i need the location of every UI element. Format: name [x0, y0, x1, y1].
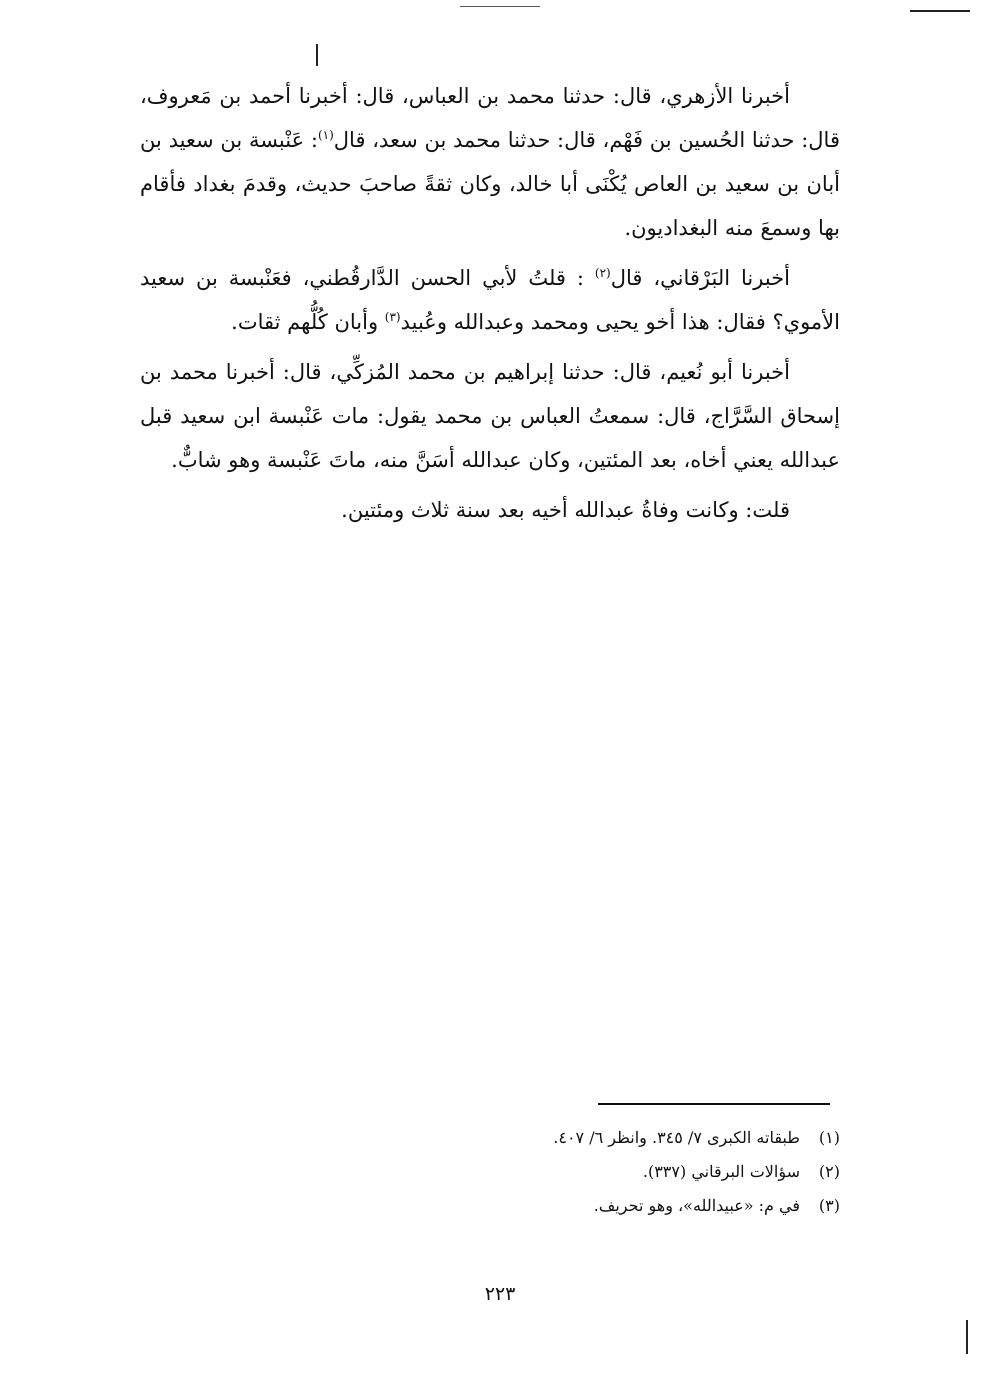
paragraph-text: أخبرنا البَرْقاني، قال — [610, 266, 790, 290]
footnote-separator — [598, 1103, 830, 1105]
paragraph — [140, 74, 840, 250]
footnotes — [400, 1121, 840, 1223]
footnote-number: (١) — [818, 1128, 840, 1147]
page-number: ٢٢٣ — [484, 1283, 516, 1305]
footnote-text: طبقاته الكبرى ٧/ ٣٤٥. وانظر ٦/ ٤٠٧. — [553, 1128, 800, 1147]
scan-mark — [966, 1320, 968, 1354]
footnote-text: سؤالات البرقاني (٣٣٧). — [642, 1162, 800, 1181]
paragraph — [140, 350, 840, 482]
main-text — [140, 74, 840, 532]
paragraph-text: أخبرنا أبو نُعيم، قال: حدثنا إبراهيم بن محمد المُزكِّي، قال: أخبرنا محمد بن إسحاق السَّرَّاج، قال: سمعتُ العباس بن محمد يقول: مات عَنْبسة ابن سعيد قبل عبدالله يعني أخاه، بعد المئتين، وكان عبدالله أسَنَّ منه، ماتَ عَنْبسة وهو شابٌّ. — [140, 360, 840, 472]
footnote-item — [400, 1155, 840, 1189]
paragraph-text: وأبان كُلُّهم ثقات. — [231, 310, 385, 334]
footnote-item — [400, 1189, 840, 1223]
footnote-reference: (٣) — [384, 310, 401, 324]
scan-mark — [460, 6, 540, 7]
footnote-number: (٣) — [818, 1196, 840, 1215]
footnote-number: (٢) — [818, 1162, 840, 1181]
footnote-text: في م: «عبيدالله»، وهو تحريف. — [593, 1196, 800, 1215]
footnote-item — [400, 1121, 840, 1155]
footnote-reference: (١) — [317, 128, 334, 142]
paragraph-text: : قلتُ لأبي الحسن الدَّارقُطني، فعَنْبسة بن سعيد الأموي؟ فقال: هذا أخو يحيى ومحمد وعبدالله وعُبيد — [140, 266, 840, 334]
paragraph-text: أخبرنا الأزهري، قال: حدثنا محمد بن العباس، قال: أخبرنا أحمد بن مَعروف، قال: حدثنا الحُسين بن فَهْم، قال: حدثنا محمد بن سعد، قال — [140, 84, 840, 152]
scan-mark — [910, 10, 970, 12]
paragraph — [140, 488, 840, 532]
paragraph-text: قلت: وكانت وفاةُ عبدالله أخيه بعد سنة ثلاث ومئتين. — [341, 498, 790, 522]
footnote-reference: (٢) — [594, 266, 611, 280]
paragraph — [140, 256, 840, 344]
paragraph-text: : عَنْبسة بن سعيد بن أبان بن سعيد بن العاص يُكْنَى أبا خالد، وكان ثقةً صاحبَ حديث، وقدمَ بغداد فأقام بها وسمعَ منه البغداديون. — [140, 128, 840, 240]
scan-mark — [316, 44, 318, 66]
